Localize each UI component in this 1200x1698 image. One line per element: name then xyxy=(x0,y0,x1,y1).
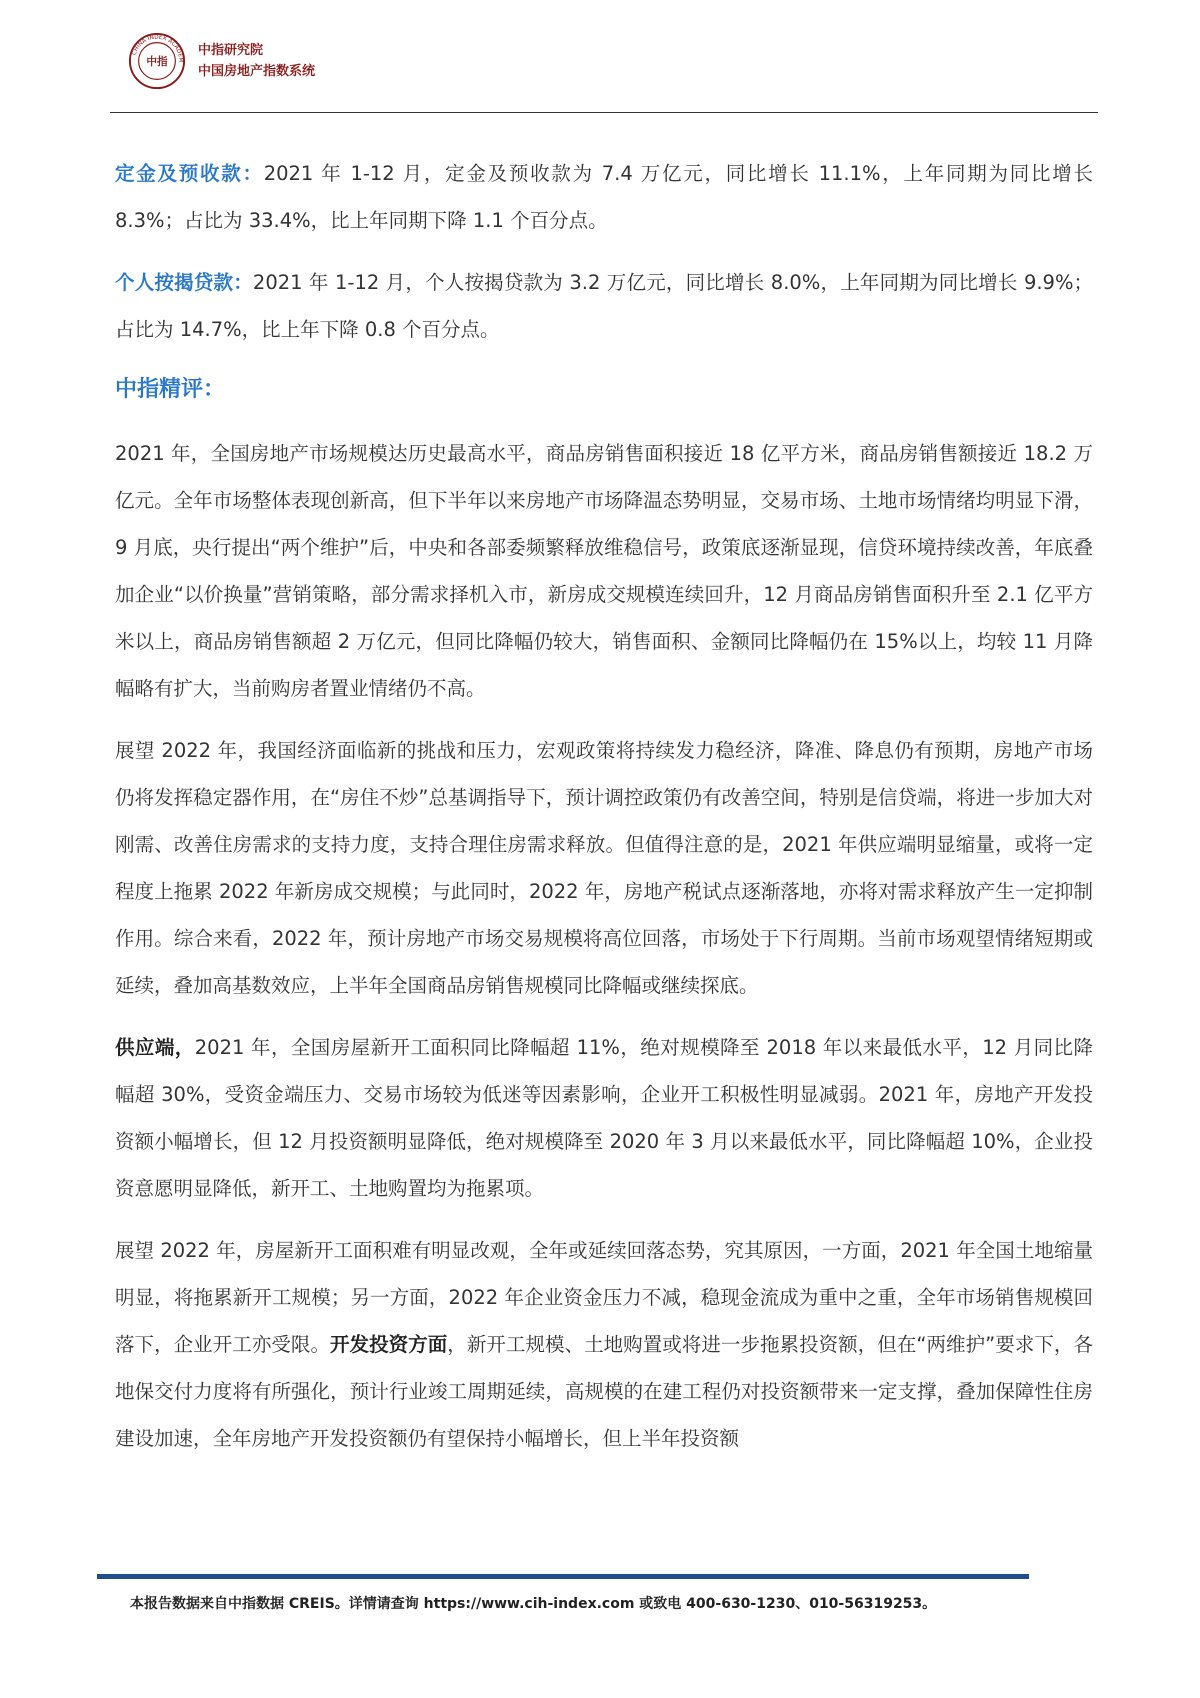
footer-bar xyxy=(97,1574,1029,1579)
header-divider xyxy=(110,112,1098,113)
logo-ring-text: CHINA INDEX ACADEM xyxy=(131,34,184,63)
document-body xyxy=(115,150,1093,1477)
china-index-academy-logo-icon xyxy=(128,32,186,90)
org-system: 中国房地产指数系统 xyxy=(198,64,316,79)
deposit-paragraph xyxy=(115,150,1093,244)
org-name: 中指研究院 xyxy=(198,43,264,58)
mortgage-label: 个人按揭贷款： xyxy=(115,271,253,294)
mortgage-text: 2021 年 1-12 月，个人按揭贷款为 3.2 万亿元，同比增长 8.0%，上年同期为同比增长 9.9%；占比为 14.7%，比上年下降 0.8 个百分点。 xyxy=(115,271,1093,341)
investment-outlook-text-b: ，新开工规模、土地购置或将进一步拖累投资额，但在“两维护”要求下，各地保交付力度将有所强化，预计行业竣工周期延续，高规模的在建工程仍对投资额带来一定支撑，叠加保障性住房建设加速，全年房地产开发投资额仍有望保持小幅增长，但上半年投资额 xyxy=(115,1333,1093,1450)
deposit-text: 2021 年 1-12 月，定金及预收款为 7.4 万亿元，同比增长 11.1%，上年同期为同比增长 8.3%；占比为 33.4%，比上年同期下降 1.1 个百分点。 xyxy=(115,162,1093,232)
outlook-paragraph: 展望 2022 年，我国经济面临新的挑战和压力，宏观政策将持续发力稳经济，降准、降息仍有预期，房地产市场仍将发挥稳定器作用，在“房住不炒”总基调指导下，预计调控政策仍有改善空间，特别是信贷端，将进一步加大对刚需、改善住房需求的支持力度，支持合理住房需求释放。但值得注意的是，2021 年供应端明显缩量，或将一定程度上拖累 2022 年新房成交规模；与此同时，2022 年，房地产税试点逐渐落地，亦将对需求释放产生一定抑制作用。综合来看，2022 年，预计房地产市场交易规模将高位回落，市场处于下行周期。当前市场观望情绪短期或延续，叠加高基数效应，上半年全国商品房销售规模同比降幅或继续探底。 xyxy=(115,739,1093,997)
market-review-paragraph: 2021 年，全国房地产市场规模达历史最高水平，商品房销售面积接近 18 亿平方米，商品房销售额接近 18.2 万亿元。全年市场整体表现创新高，但下半年以来房地产市场降温态势明显，交易市场、土地市场情绪均明显下滑，9 月底，央行提出“两个维护”后，中央和各部委频繁释放维稳信号，政策底逐渐显现，信贷环境持续改善，年底叠加企业“以价换量”营销策略，部分需求择机入市，新房成交规模连续回升，12 月商品房销售面积升至 2.1 亿平方米以上，商品房销售额超 2 万亿元，但同比降幅仍较大，销售面积、金额同比降幅仍在 15%以上，均较 11 月降幅略有扩大，当前购房者置业情绪仍不高。 xyxy=(115,442,1093,700)
mortgage-paragraph xyxy=(115,259,1093,353)
investment-outlook-text-a: 展望 2022 年，房屋新开工面积难有明显改观，全年或延续回落态势，究其原因，一方面，2021 年全国土地缩量明显，将拖累新开工规模；另一方面，2022 年企业资金压力不减，稳现金流成为重中之重，全年市场销售规模回落下，企业开工亦受限。 xyxy=(115,1239,1093,1356)
commentary-heading: 中指精评： xyxy=(115,377,226,402)
deposit-label: 定金及预收款： xyxy=(115,162,264,185)
footer-note: 本报告数据来自中指数据 CREIS。详情请查询 https://www.cih-index.com 或致电 400-630-1230、010-56319253。 xyxy=(130,1596,937,1612)
page-header xyxy=(110,28,1098,112)
supply-text: 2021 年，全国房屋新开工面积同比降幅超 11%，绝对规模降至 2018 年以来最低水平，12 月同比降幅超 30%，受资金端压力、交易市场较为低迷等因素影响，企业开工积极性明显减弱。2021 年，房地产开发投资额小幅增长，但 12 月投资额明显降低，绝对规模降至 2020 年 3 月以来最低水平，同比降幅超 10%，企业投资意愿明显降低，新开工、土地购置均为拖累项。 xyxy=(115,1036,1093,1200)
investment-outlook-paragraph xyxy=(115,1227,1093,1462)
supply-paragraph xyxy=(115,1024,1093,1212)
supply-label: 供应端， xyxy=(115,1036,195,1059)
logo-center-text: 中指 xyxy=(146,54,168,68)
investment-label: 开发投资方面 xyxy=(330,1333,448,1356)
organization-block xyxy=(198,40,315,82)
